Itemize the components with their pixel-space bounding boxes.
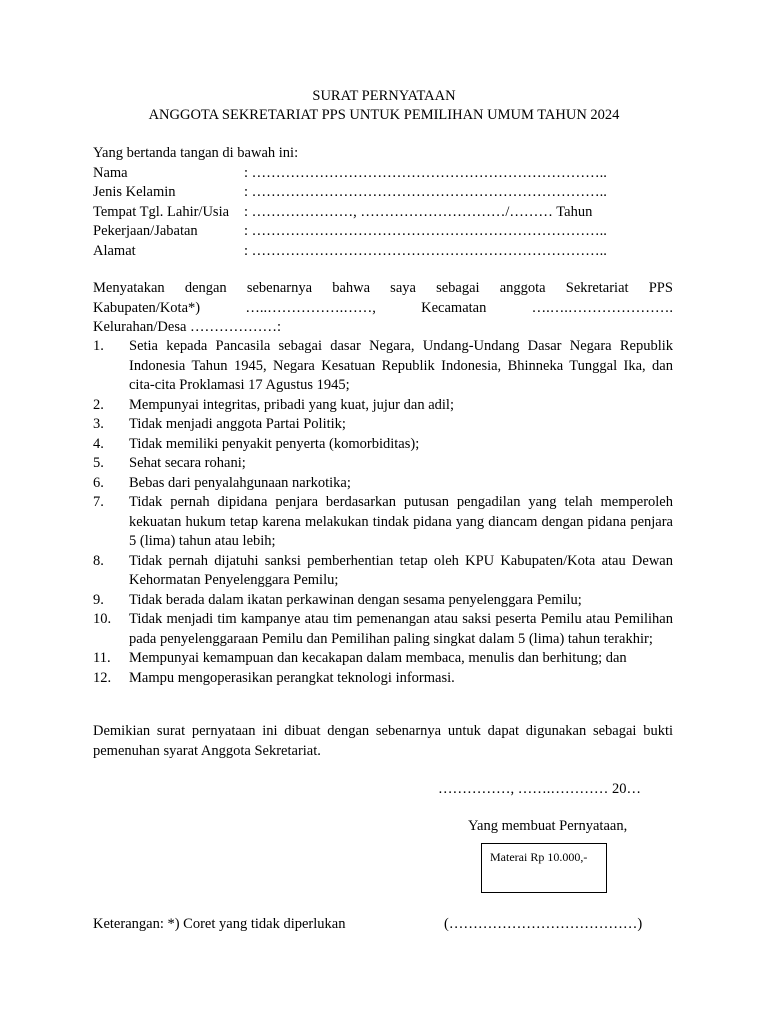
item-number: 5. <box>93 455 104 471</box>
stamp-label: Materai Rp 10.000,- <box>490 850 588 864</box>
statement-word: PPS <box>648 280 673 296</box>
field-value: : ……………………………………………………………….. <box>244 223 607 239</box>
field-value: : ……………………………………………………………….. <box>244 184 607 200</box>
item-number: 3. <box>93 416 104 432</box>
field-gender <box>93 183 607 203</box>
field-birth <box>93 203 607 223</box>
list-item <box>93 435 673 455</box>
identity-section <box>93 144 607 261</box>
statement-word: anggota <box>499 280 546 296</box>
item-number: 4. <box>93 435 104 452</box>
item-number: 2. <box>93 396 104 413</box>
item-number: 1. <box>93 338 104 354</box>
list-item <box>93 552 673 591</box>
item-text: Tidak berada dalam ikatan perkawinan dengan sesama penyelenggara Pemilu; <box>129 591 582 608</box>
item-text: Tidak memiliki penyakit penyerta (komorbiditas); <box>129 435 420 452</box>
item-text: Mempunyai kemampuan dan kecakapan dalam membaca, menulis dan berhitung; dan <box>129 650 627 666</box>
statement-line-3: Kelurahan/Desa ………………: <box>93 319 282 335</box>
item-number: 10. <box>93 611 112 627</box>
item-text: Tidak pernah dijatuhi sanksi pemberhentian tetap oleh KPU Kabupaten/Kota atau Dewan Kehormatan Penyelenggara Pemilu; <box>129 552 673 588</box>
intro-text: Yang bertanda tangan di bawah ini: <box>93 145 299 161</box>
item-number: 7. <box>93 494 104 510</box>
field-value: : …………………, …………………………/……… Tahun <box>244 203 593 220</box>
statement-word: saya <box>390 280 416 296</box>
list-item <box>93 415 673 435</box>
statement-word: dengan <box>184 280 227 296</box>
field-label: Alamat <box>93 242 136 259</box>
list-item <box>93 337 673 396</box>
statement-part: ….….…………………. <box>531 299 673 316</box>
statement-word: Menyatakan <box>93 280 165 296</box>
list-item <box>93 591 673 611</box>
document-subtitle: ANGGOTA SEKRETARIAT PPS UNTUK PEMILIHAN UMUM TAHUN 2024 <box>148 107 620 123</box>
statement-part: …..…………….……, <box>245 299 376 316</box>
item-number: 9. <box>93 591 104 608</box>
item-number: 11. <box>93 650 111 666</box>
date-line: ……………, …….………… 20… <box>438 781 641 797</box>
statement-word: bahwa <box>332 280 371 296</box>
stamp-box <box>481 843 607 893</box>
declarant-label: Yang membuat Pernyataan, <box>468 818 628 834</box>
item-text: Bebas dari penyalahgunaan narkotika; <box>129 474 351 491</box>
signature-line: (…………………………………) <box>444 916 643 932</box>
statement-word: sebenarnya <box>246 280 313 296</box>
list-item <box>93 669 673 689</box>
item-text: Mampu mengoperasikan perangkat teknologi informasi. <box>129 669 455 686</box>
list-item <box>93 396 673 416</box>
field-value: : ……………………………………………………………….. <box>244 164 607 181</box>
field-label: Jenis Kelamin <box>93 184 176 200</box>
statement-part: Kecamatan <box>421 299 487 316</box>
list-item <box>93 649 673 669</box>
item-text: Mempunyai integritas, pribadi yang kuat, jujur dan adil; <box>129 396 454 413</box>
item-text: Tidak menjadi anggota Partai Politik; <box>129 416 346 432</box>
requirements-list <box>93 337 673 688</box>
item-number: 8. <box>93 552 104 569</box>
item-text: Sehat secara rohani; <box>129 455 246 471</box>
title-block <box>0 87 768 125</box>
footnote: Keterangan: *) Coret yang tidak diperlukan <box>93 916 346 932</box>
field-name <box>93 164 607 184</box>
item-text: Tidak menjadi tim kampanye atau tim pemenangan atau saksi peserta Pemilu atau Pemilihan pada penyelenggaraan Pemilu dan Pemilihan paling singkat dalam 5 (lima) tahun terakhir; <box>129 611 673 647</box>
item-text: Setia kepada Pancasila sebagai dasar Negara, Undang-Undang Dasar Negara Republik Indonesia Tahun 1945, Negara Kesatuan Republik Indonesia, Bhinneka Tunggal Ika, dan cita-cita Proklamasi 17 Agustus 1945; <box>129 338 673 393</box>
item-number: 6. <box>93 474 104 491</box>
statement-word: sebagai <box>436 280 480 296</box>
item-text: Tidak pernah dipidana penjara berdasarkan putusan pengadilan yang telah memperoleh kekuatan hukum tetap karena melakukan tindak pidana yang diancam dengan pidana penjara 5 (lima) tahun atau lebih; <box>129 494 673 549</box>
statement-part: Kabupaten/Kota*) <box>93 299 201 316</box>
document-title: SURAT PERNYATAAN <box>312 88 456 104</box>
field-label: Tempat Tgl. Lahir/Usia <box>93 203 230 220</box>
statement-line-2 <box>93 299 673 319</box>
list-item <box>93 474 673 494</box>
field-label: Pekerjaan/Jabatan <box>93 223 198 239</box>
item-number: 12. <box>93 669 112 686</box>
statement-paragraph <box>93 279 673 338</box>
closing-paragraph: Demikian surat pernyataan ini dibuat dengan sebenarnya untuk dapat digunakan sebagai bukti pemenuhan syarat Anggota Sekretariat. <box>93 723 673 759</box>
list-item <box>93 454 673 474</box>
field-occupation <box>93 222 607 242</box>
list-item <box>93 493 673 552</box>
list-item <box>93 610 673 649</box>
field-value: : ……………………………………………………………….. <box>244 242 607 259</box>
field-label: Nama <box>93 164 128 181</box>
field-address <box>93 242 607 262</box>
statement-word: Sekretariat <box>565 280 629 296</box>
statement-line-1 <box>93 279 673 299</box>
